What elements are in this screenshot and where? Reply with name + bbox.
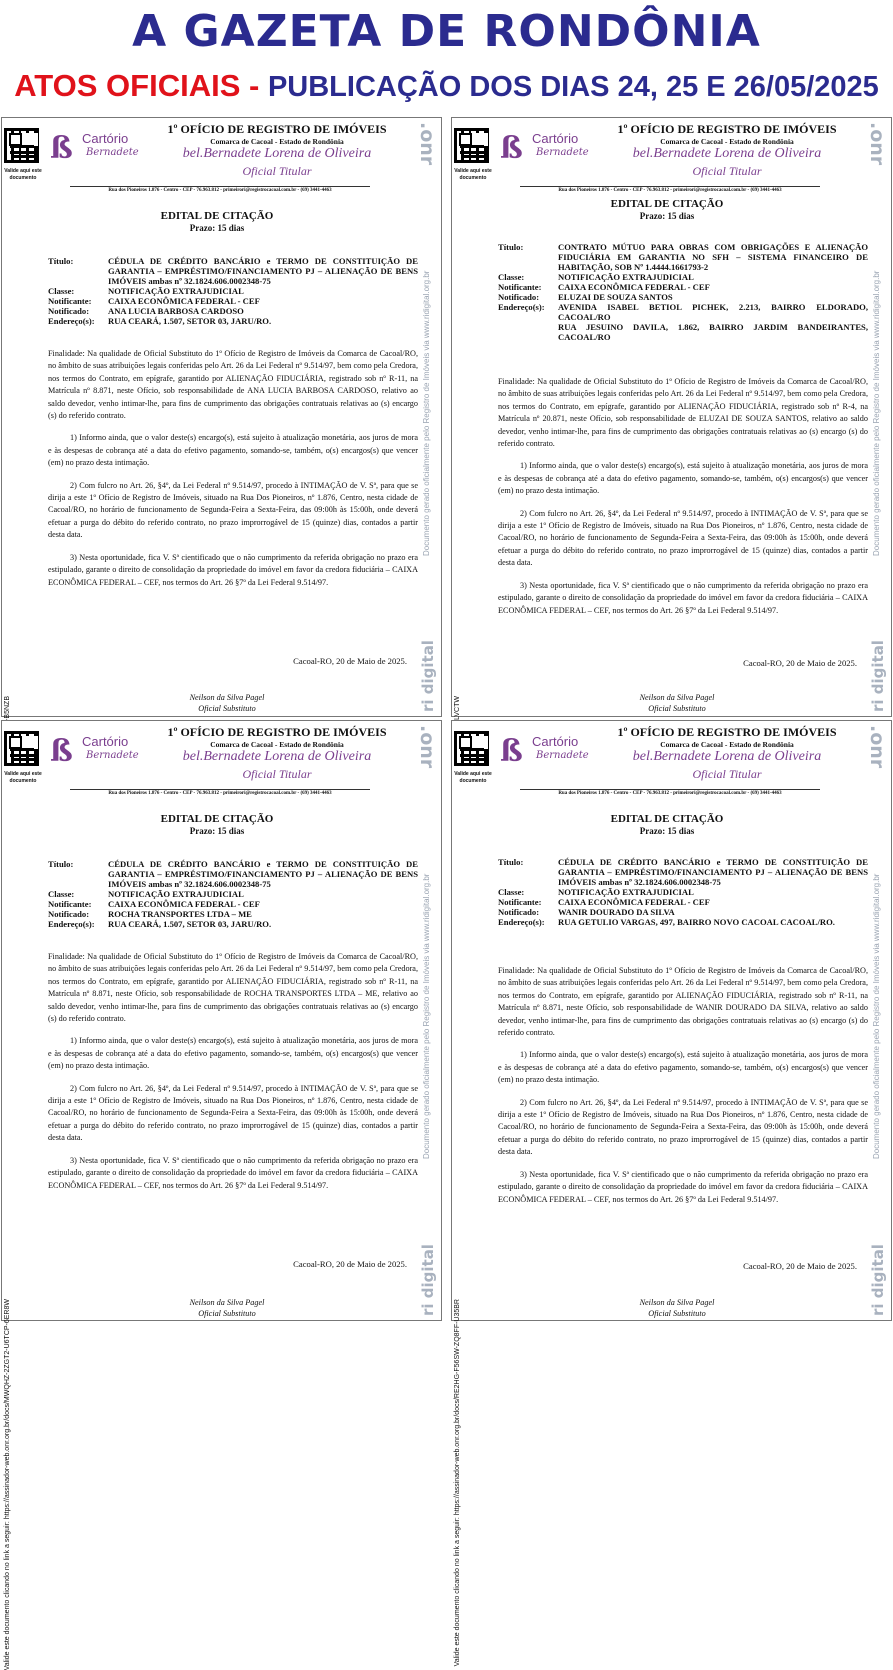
signer-name: Neilson da Silva Pagel [639, 693, 715, 702]
endereco-value: RUA CEARÁ, 1.507, SETOR 03, JARU/RO. [108, 316, 272, 326]
registrar-role: Oficial Titular [242, 164, 312, 178]
registrar-role: Oficial Titular [692, 164, 762, 178]
paragraph-3: 3) Nesta oportunidade, fica V. Sª cientificado que o não cumprimento da referida obrigação no prazo era estipulado, garante o direito de consolidação da propriedade do imóvel em favor da credora fiduciária – CAIXA ECONÔMICA FEDERAL – CEF, nos termos do Art. 26 §7º da Lei Federal 9.514/97. [48, 1155, 418, 1190]
classe-label: Classe: [48, 889, 75, 899]
notice-fields [48, 256, 418, 326]
office-address: Rua dos Pioneiros 1.876 - Centro - CEP - 76.963.812 - primeirori@registrocacoal.com.br - (69) 3441-4463 [520, 186, 820, 193]
validation-link[interactable]: Valide este documento clicando no link a seguir: https://assinador-web.onr.org.br/docs/RE2HG-F56SW-ZQ8FF-U35BR [454, 1299, 461, 1667]
notificante-label: Notificante: [498, 282, 542, 292]
notice-fields [498, 242, 868, 342]
classe-label: Classe: [498, 272, 525, 282]
signer-role: Oficial Substituto [198, 1309, 256, 1318]
notificante-value: CAIXA ECONÔMICA FEDERAL - CEF [558, 282, 710, 292]
ridigital-logo-icon: ri digital [419, 1244, 437, 1316]
classe-value: NOTIFICAÇÃO EXTRAJUDICIAL [108, 889, 244, 899]
validate-here-label: Valide aqui este documento [4, 168, 42, 181]
cartorio-logo-icon: ß [50, 734, 73, 769]
onr-logo-icon: .onr [416, 725, 438, 769]
titulo-label: Título: [48, 859, 74, 869]
office-title: 1º OFÍCIO DE REGISTRO DE IMÓVEIS [617, 122, 837, 136]
paragraph-3: 3) Nesta oportunidade, fica V. Sª cientificado que o não cumprimento da referida obrigação no prazo era estipulado, garante o direito de consolidação da propriedade do imóvel em favor da credora fiduciária – CAIXA ECONÔMICA FEDERAL – CEF, nos termos do Art. 26 §7º da Lei Federal 9.514/97. [498, 580, 868, 615]
endereco-label: Endereço(s): [48, 316, 95, 326]
notificado-label: Notificado: [498, 292, 540, 302]
logo-line1: Cartório [532, 734, 579, 749]
notice-panel [1, 720, 442, 1670]
cartorio-logo-icon: ß [500, 131, 523, 166]
notificado-value: ELUZAI DE SOUZA SANTOS [558, 292, 673, 302]
comarca: Comarca de Cacoal - Estado de Rondônia [210, 137, 344, 146]
registrar-role: Oficial Titular [692, 767, 762, 781]
registrar-name: bel.Bernadete Lorena de Oliveira [182, 749, 372, 764]
endereco-value [558, 302, 868, 342]
ridigital-logo-icon: ri digital [419, 640, 437, 712]
office-address: Rua dos Pioneiros 1.876 - Centro - CEP - 76.963.812 - primeirori@registrocacoal.com.br - (69) 3441-4463 [520, 789, 820, 796]
endereco-label: Endereço(s): [498, 917, 545, 927]
paragraph-3: 3) Nesta oportunidade, fica V. Sª cientificado que o não cumprimento da referida obrigação no prazo era estipulado, garante o direito de consolidação da propriedade do imóvel em favor da credora fiduciária – CAIXA ECONÔMICA FEDERAL – CEF, nos termos do Art. 26 §7º da Lei Federal 9.514/97. [48, 552, 418, 587]
ridigital-logo-icon: ri digital [869, 640, 887, 712]
notice-panel [451, 117, 892, 717]
titulo-value: CÉDULA DE CRÉDITO BANCÁRIO e TERMO DE CONSTITUIÇÃO DE GARANTIA – EMPRÉSTIMO/FINANCIAMENTO PJ – ALIENAÇÃO DE BENS IMÓVEIS ambas nº 32.1824.606.0002348-75 [558, 857, 868, 887]
titulo-value: CONTRATO MÚTUO PARA OBRAS COM OBRIGAÇÕES E ALIENAÇÃO FIDUCIÁRIA EM GARANTIA NO SFH – SISTEMA FINANCEIRO DE HABITAÇÃO, SOB Nº 1.4444.1661793-2 [558, 242, 868, 272]
signer-name: Neilson da Silva Pagel [189, 1298, 265, 1307]
edital-title: EDITAL DE CITAÇÃO [610, 198, 724, 210]
paragraph-3: 3) Nesta oportunidade, fica V. Sª cientificado que o não cumprimento da referida obrigação no prazo era estipulado, garante o direito de consolidação da propriedade do imóvel em favor da credora fiduciária – CAIXA ECONÔMICA FEDERAL – CEF, nos termos do Art. 26 §7º da Lei Federal 9.514/97. [498, 1169, 868, 1204]
logo-line1: Cartório [82, 131, 129, 146]
classe-label: Classe: [48, 286, 75, 296]
notificado-label: Notificado: [498, 907, 540, 917]
notice-body [48, 951, 418, 1202]
notice-panel [451, 720, 892, 1667]
signer-role: Oficial Substituto [198, 704, 256, 713]
validate-here-label: Valide aqui este documento [454, 168, 492, 181]
edital-title: EDITAL DE CITAÇÃO [160, 813, 274, 825]
city-date: Cacoal-RO, 20 de Maio de 2025. [293, 656, 407, 666]
notice-body [48, 348, 418, 599]
notice-fields [498, 857, 868, 927]
validation-link[interactable]: Valide este documento clicando no link a seguir: https://assinador-web.onr.org.br/docs/MWQHZ-2ZGT2-U6TCP-6ER8W [4, 1299, 11, 1670]
endereco-line-2: RUA JESUINO DAVILA, 1.862, BAIRRO JARDIM BANDEIRANTES, CACOAL/RO [558, 322, 868, 342]
titulo-label: Título: [48, 256, 74, 266]
titulo-label: Título: [498, 857, 524, 867]
edital-prazo: Prazo: 15 dias [639, 826, 695, 836]
onr-logo-icon: .onr [416, 122, 438, 166]
city-date: Cacoal-RO, 20 de Maio de 2025. [293, 1259, 407, 1269]
classe-value: NOTIFICAÇÃO EXTRAJUDICIAL [108, 286, 244, 296]
titulo-value: CÉDULA DE CRÉDITO BANCÁRIO e TERMO DE CONSTITUIÇÃO DE GARANTIA – EMPRÉSTIMO/FINANCIAMENTO PJ – ALIENAÇÃO DE BENS IMÓVEIS ambas nº 32.1824.606.0002348-75 [108, 256, 418, 286]
validate-here-label: Valide aqui este documento [454, 771, 492, 784]
notificado-value: WANIR DOURADO DA SILVA [558, 907, 675, 917]
edital-title: EDITAL DE CITAÇÃO [160, 210, 274, 222]
signer-role: Oficial Substituto [648, 1309, 706, 1318]
newspaper-title: A GAZETA DE RONDÔNIA [132, 6, 761, 57]
notificante-label: Notificante: [48, 296, 92, 306]
city-date: Cacoal-RO, 20 de Maio de 2025. [743, 658, 857, 668]
edital-prazo: Prazo: 15 dias [189, 826, 245, 836]
qr-code-icon[interactable] [454, 128, 489, 163]
classe-value: NOTIFICAÇÃO EXTRAJUDICIAL [558, 887, 694, 897]
logo-line1: Cartório [532, 131, 579, 146]
finalidade-paragraph: Finalidade: Na qualidade de Oficial Substituto do 1º Ofício de Registro de Imóveis da Comarca de Cacoal/RO, no âmbito de suas atribuições legais conferidas pelo Art. 26 da Lei Federal nº 9.514/97, bem como pela Credora, nos termos do Contrato, em epígrafe, garantido por ALIENAÇÃO FIDUCIÁRIA, registrado sob nº R-4, na Matrícula nº 20.871, neste Ofício, sob responsabilidade de ELUZAI DE SOUZA SANTOS, relativo ao saldo devedor, venho intimar-lhe, para fins de cumprimento das obrigações contratuais relativas ao (s) encargo (s) do referido contrato. [498, 377, 868, 449]
comarca: Comarca de Cacoal - Estado de Rondônia [660, 137, 794, 146]
paragraph-1: 1) Informo ainda, que o valor deste(s) encargo(s), está sujeito à atualização monetária, aos juros de mora e às despesas de cobrança até a data do efetivo pagamento, somando-se, também, o(s) encargos(s) que vencer (em) no prazo desta intimação. [498, 1050, 868, 1085]
registrar-name: bel.Bernadete Lorena de Oliveira [632, 146, 822, 161]
onr-logo-icon: .onr [866, 122, 888, 166]
endereco-label: Endereço(s): [48, 919, 95, 929]
publication-dates: PUBLICAÇÃO DOS DIAS 24, 25 E 26/05/2025 [267, 71, 879, 103]
paragraph-2: 2) Com fulcro no Art. 26, §4º, da Lei Federal nº 9.514/97, procedo à INTIMAÇÃO de V. Sª, para que se dirija a este 1º Ofício de Registro de Imóveis, situado na Rua Dos Pioneiros, nº 1.876, Centro, nesta cidade de Cacoal/RO, no horário de funcionamento de Segunda-Feira a Sexta-Feira, das 09:00h às 15:00h, onde deverá efetuar a purga do débito do referido contrato, no prazo improrrogável de 15 (quinze) dias, contados a partir desta data. [48, 480, 418, 540]
logo-line1: Cartório [82, 734, 129, 749]
titulo-value: CÉDULA DE CRÉDITO BANCÁRIO e TERMO DE CONSTITUIÇÃO DE GARANTIA – EMPRÉSTIMO/FINANCIAMENTO PJ – ALIENAÇÃO DE BENS IMÓVEIS ambas nº 32.1824.606.0002348-75 [108, 859, 418, 889]
finalidade-paragraph: Finalidade: Na qualidade de Oficial Substituto do 1º Ofício de Registro de Imóveis da Comarca de Cacoal/RO, no âmbito de suas atribuições legais conferidas pelo Art. 26 da Lei Federal nº 9.514/97, bem como pela Credora, nos termos do Contrato, em epígrafe, garantido por ALIENAÇÃO FIDUCIÁRIA, registrado sob nº R-11, na Matrícula nº 8.871, neste Ofício, sob responsabilidade de WANIR DOURADO DA SILVA, relativo ao saldo devedor, venho intimar-lhe, para fins de cumprimento das obrigações contratuais relativas ao (s) encargo (s) do referido contrato. [498, 966, 868, 1038]
edital-heading [62, 813, 372, 837]
edital-title: EDITAL DE CITAÇÃO [610, 813, 724, 825]
generated-watermark: Documento gerado oficialmente pelo Registro de Imóveis via www.ridigital.org.br [872, 873, 881, 1159]
generated-watermark: Documento gerado oficialmente pelo Registro de Imóveis via www.ridigital.org.br [422, 873, 431, 1159]
notificante-label: Notificante: [498, 897, 542, 907]
signer-name: Neilson da Silva Pagel [639, 1298, 715, 1307]
finalidade-paragraph: Finalidade: Na qualidade de Oficial Substituto do 1º Ofício de Registro de Imóveis da Comarca de Cacoal/RO, no âmbito de suas atribuições legais conferidas pelo Art. 26 da Lei Federal nº 9.514/97, bem como pela Credora, nos termos do Contrato, em epígrafe, garantido por ALIENAÇÃO FIDUCIÁRIA, registrado sob nº R-11, na Matrícula nº 8.871, neste Ofício, sob responsabilidade de ANA LUCIA BARBOSA CARDOSO, relativo ao saldo devedor, venho intimar-lhe, para fins de cumprimento das obrigações contratuais relativas ao (s) encargo (s) do referido contrato. [48, 349, 418, 421]
logo-line2: Bernadete [536, 750, 589, 761]
notice-fields [48, 859, 418, 929]
notificado-label: Notificado: [48, 306, 90, 316]
logo-line2: Bernadete [86, 147, 139, 158]
finalidade-paragraph: Finalidade: Na qualidade de Oficial Substituto do 1º Ofício de Registro de Imóveis da Comarca de Cacoal/RO, no âmbito de suas atribuições legais conferidas pelo Art. 26 da Lei Federal nº 9.514/97, bem como pela Credora, nos termos do Contrato, em epígrafe, garantido por ALIENAÇÃO FIDUCIÁRIA, registrado sob nº R-11, na Matrícula nº 8.871, neste Ofício, sob responsabilidade de ROCHA TRANSPORTES LTDA – ME, relativo ao saldo devedor, venho intimar-lhe, para fins de cumprimento das obrigações contratuais relativas ao (s) encargo (s) do referido contrato. [48, 952, 418, 1024]
paragraph-2: 2) Com fulcro no Art. 26, §4º, da Lei Federal nº 9.514/97, procedo à INTIMAÇÃO de V. Sª, para que se dirija a este 1º Ofício de Registro de Imóveis, situado na Rua Dos Pioneiros, nº 1.876, Centro, nesta cidade de Cacoal/RO, no horário de funcionamento de Segunda-Feira a Sexta-Feira, das 09:00h às 15:00h, onde deverá efetuar a purga do débito do referido contrato, no prazo improrrogável de 15 (quinze) dias, contados a partir desta data. [498, 1097, 868, 1157]
comarca: Comarca de Cacoal - Estado de Rondônia [660, 740, 794, 749]
validate-here-label: Valide aqui este documento [4, 771, 42, 784]
comarca: Comarca de Cacoal - Estado de Rondônia [210, 740, 344, 749]
classe-label: Classe: [498, 887, 525, 897]
titulo-label: Título: [498, 242, 524, 252]
signature-block [152, 692, 302, 714]
qr-code-icon[interactable] [4, 731, 39, 766]
signer-role: Oficial Substituto [648, 704, 706, 713]
registrar-role: Oficial Titular [242, 767, 312, 781]
office-address: Rua dos Pioneiros 1.876 - Centro - CEP - 76.963.812 - primeirori@registrocacoal.com.br - (69) 3441-4463 [70, 186, 370, 193]
signer-name: Neilson da Silva Pagel [189, 693, 265, 702]
edital-heading [512, 813, 822, 837]
notificante-value: CAIXA ECONÔMICA FEDERAL - CEF [108, 899, 260, 909]
validation-link[interactable] [2, 236, 14, 706]
edital-heading [62, 210, 372, 234]
cartorio-logo-icon: ß [500, 734, 523, 769]
notificante-value: CAIXA ECONÔMICA FEDERAL - CEF [108, 296, 260, 306]
subtitle-separator: - [240, 68, 268, 103]
validation-link[interactable] [452, 236, 464, 706]
edital-prazo: Prazo: 15 dias [189, 223, 245, 233]
paragraph-1: 1) Informo ainda, que o valor deste(s) encargo(s), está sujeito à atualização monetária, aos juros de mora e às despesas de cobrança até a data do efetivo pagamento, somando-se, também, o(s) encargos(s) que vencer (em) no prazo desta intimação. [48, 1036, 418, 1071]
endereco-line-1: AVENIDA ISABEL BETIOL PICHEK, 2.213, BAIRRO ELDORADO, CACOAL/RO [558, 302, 868, 322]
endereco-value: RUA CEARÁ, 1.507, SETOR 03, JARU/RO. [108, 919, 272, 929]
paragraph-1: 1) Informo ainda, que o valor deste(s) encargo(s), está sujeito à atualização monetária, aos juros de mora e às despesas de cobrança até a data do efetivo pagamento, somando-se, também, o(s) encargos(s) que vencer (em) no prazo desta intimação. [48, 433, 418, 468]
office-title: 1º OFÍCIO DE REGISTRO DE IMÓVEIS [167, 122, 387, 136]
endereco-label: Endereço(s): [498, 302, 545, 312]
logo-line2: Bernadete [536, 147, 589, 158]
signature-block [152, 1297, 302, 1319]
paragraph-1: 1) Informo ainda, que o valor deste(s) encargo(s), está sujeito à atualização monetária, aos juros de mora e às despesas de cobrança até a data do efetivo pagamento, somando-se, também, o(s) encargos(s) que vencer (em) no prazo desta intimação. [498, 461, 868, 496]
notificante-value: CAIXA ECONÔMICA FEDERAL - CEF [558, 897, 710, 907]
signature-block [602, 1297, 752, 1319]
logo-line2: Bernadete [86, 750, 139, 761]
cartorio-logo-icon: ß [50, 131, 73, 166]
city-date: Cacoal-RO, 20 de Maio de 2025. [743, 1261, 857, 1271]
notice-body [498, 376, 868, 627]
notificado-value: ANA LUCIA BARBOSA CARDOSO [108, 306, 244, 316]
notificado-value: ROCHA TRANSPORTES LTDA – ME [108, 909, 252, 919]
notificante-label: Notificante: [48, 899, 92, 909]
endereco-value: RUA GETULIO VARGAS, 497, BAIRRO NOVO CACOAL CACOAL/RO. [558, 917, 835, 927]
notificado-label: Notificado: [48, 909, 90, 919]
generated-watermark: Documento gerado oficialmente pelo Registro de Imóveis via www.ridigital.org.br [872, 270, 881, 556]
notice-panel [1, 117, 442, 717]
registrar-name: bel.Bernadete Lorena de Oliveira [632, 749, 822, 764]
registrar-name: bel.Bernadete Lorena de Oliveira [182, 146, 372, 161]
publication-subtitle [0, 64, 893, 109]
paragraph-2: 2) Com fulcro no Art. 26, §4º, da Lei Federal nº 9.514/97, procedo à INTIMAÇÃO de V. Sª, para que se dirija a este 1º Ofício de Registro de Imóveis, situado na Rua Dos Pioneiros, nº 1.876, Centro, nesta cidade de Cacoal/RO, no horário de funcionamento de Segunda-Feira a Sexta-Feira, das 09:00h às 15:00h, onde deverá efetuar a purga do débito do referido contrato, no prazo improrrogável de 15 (quinze) dias, contados a partir desta data. [498, 508, 868, 568]
classe-value: NOTIFICAÇÃO EXTRAJUDICIAL [558, 272, 694, 282]
qr-code-icon[interactable] [4, 128, 39, 163]
edital-heading [512, 198, 822, 222]
ridigital-logo-icon: ri digital [869, 1244, 887, 1316]
notice-body [498, 965, 868, 1216]
signature-block [602, 692, 752, 714]
office-address: Rua dos Pioneiros 1.876 - Centro - CEP - 76.963.812 - primeirori@registrocacoal.com.br - (69) 3441-4463 [70, 789, 370, 796]
office-title: 1º OFÍCIO DE REGISTRO DE IMÓVEIS [167, 725, 387, 739]
generated-watermark: Documento gerado oficialmente pelo Registro de Imóveis via www.ridigital.org.br [422, 270, 431, 556]
onr-logo-icon: .onr [866, 725, 888, 769]
paragraph-2: 2) Com fulcro no Art. 26, §4º, da Lei Federal nº 9.514/97, procedo à INTIMAÇÃO de V. Sª, para que se dirija a este 1º Ofício de Registro de Imóveis, situado na Rua Dos Pioneiros, nº 1.876, Centro, nesta cidade de Cacoal/RO, no horário de funcionamento de Segunda-Feira a Sexta-Feira, das 09:00h às 15:00h, onde deverá efetuar a purga do débito do referido contrato, no prazo improrrogável de 15 (quinze) dias, contados a partir desta data. [48, 1083, 418, 1143]
edital-prazo: Prazo: 15 dias [639, 211, 695, 221]
atos-oficiais-label: ATOS OFICIAIS [14, 68, 241, 103]
qr-code-icon[interactable] [454, 731, 489, 766]
office-title: 1º OFÍCIO DE REGISTRO DE IMÓVEIS [617, 725, 837, 739]
